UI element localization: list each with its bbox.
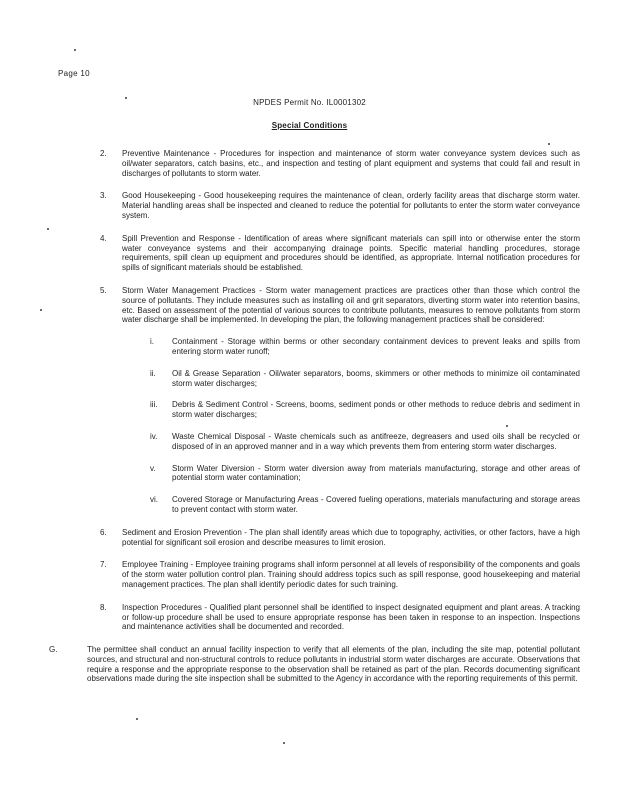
scan-speck (283, 742, 285, 744)
subitem-number: iii. (150, 400, 158, 410)
condition-item-2 (100, 149, 580, 178)
subitem-iii (150, 400, 580, 420)
subitem-number: i. (150, 337, 154, 347)
item-text: Inspection Procedures - Qualified plant personnel shall be identified to inspect designated equipment and plant areas. A tracking or follow-up procedure shall be used to ensure appropriate response has been taken in response to an inspection. Inspections and maintenance activities shall be documented and recorded. (122, 602, 580, 632)
item-text (122, 286, 580, 515)
subitem-i (150, 337, 580, 357)
subitem-vi (150, 495, 580, 515)
subitem-text: Containment - Storage within berms or other secondary containment devices to prevent leaks and spills from entering storm water runoff; (172, 337, 580, 356)
scan-speck (125, 97, 127, 99)
item-text-paragraph: Storm Water Management Practices - Storm water management practices are practices other than those which control the source of pollutants. They include measures such as installing oil and grit separators, diverting storm water into retention basins, etc. Based on assessment of the potential of various sources to contribute pollutants, measures to remove pollutants from storm water discharge shall be implemented. In developing the plan, the following management practices shall be considered: (122, 285, 580, 325)
scan-speck (136, 718, 138, 720)
subitem-text: Oil & Grease Separation - Oil/water separators, booms, skimmers or other methods to minimize oil contaminated storm water discharges; (172, 368, 580, 388)
scan-speck (506, 425, 508, 427)
page-number: Page 10 (58, 69, 90, 78)
subitem-text: Debris & Sediment Control - Screens, booms, sediment ponds or other methods to reduce debris and sediment in storm water discharges; (172, 400, 580, 420)
item-number: 6. (100, 527, 107, 537)
condition-item-3 (100, 191, 580, 220)
subitem-text: Covered Storage or Manufacturing Areas - Covered fueling operations, materials manufacturing and storage areas to prevent contact with storm water. (172, 495, 580, 514)
subitem-v (150, 464, 580, 484)
subitem-iv (150, 432, 580, 452)
subitem-text: Storm Water Diversion - Storm water diversion away from materials manufacturing, storage and other areas of potential storm water contamination; (172, 463, 580, 483)
section-g (49, 645, 580, 684)
item-number: 4. (100, 233, 107, 243)
item-text: Spill Prevention and Response - Identification of areas where significant materials can spill into or otherwise enter the storm water conveyance systems and their accompanying drainage points. Specific material handling procedures, storage requirements, spill clean up equipment and procedures should be identified, as appropriate. Internal notification procedures for spills of significant materials should be established. (122, 233, 580, 273)
item-number: 7. (100, 560, 107, 570)
condition-item-5 (100, 286, 580, 515)
scan-speck (40, 309, 42, 311)
scan-speck (74, 49, 76, 51)
document-body (0, 149, 580, 684)
item-number: 8. (100, 602, 107, 612)
item-number: 5. (100, 285, 107, 295)
item-text: Employee Training - Employee training programs shall inform personnel at all levels of responsibility of the components and goals of the storm water pollution control plan. Training should address topics such as spill response, good housekeeping and material management practices. The plan shall identify periodic dates for such training. (122, 560, 581, 589)
item-number: 2. (100, 149, 107, 158)
management-practices-sublist (122, 337, 580, 515)
section-g-label: G. (49, 645, 58, 655)
condition-item-8 (100, 603, 580, 632)
item-number: 3. (100, 191, 107, 201)
item-text: Sediment and Erosion Prevention - The plan shall identify areas which due to topography, activities, or other factors, have a high potential for significant soil erosion and describe measures to limit erosion. (122, 527, 580, 547)
condition-item-6 (100, 528, 580, 548)
subitem-ii (150, 369, 580, 389)
subitem-number: vi. (150, 495, 158, 505)
condition-item-4 (100, 234, 580, 273)
subitem-number: ii. (150, 368, 156, 378)
item-text: Preventive Maintenance - Procedures for inspection and maintenance of storm water conveyance system devices such as oil/water separators, catch basins, etc., and inspection and testing of plant equipment and systems that could fail and result in discharges of pollutants to storm water. (122, 149, 580, 178)
subitem-number: v. (150, 463, 156, 473)
permit-number: NPDES Permit No. IL0001302 (253, 98, 366, 107)
scan-speck (47, 228, 49, 230)
section-g-text: The permittee shall conduct an annual facility inspection to verify that all elements of the plan, including the site map, potential pollutant sources, and structural and non-structural controls to reduce pollutants in industrial storm water discharges are accurate. Observations that require a response and the appropriate response to the observation shall be retained as part of the plan. Records documenting significant observations made during the site inspection shall be submitted to the Agency in accordance with the reporting requirements of this permit. (87, 645, 580, 684)
item-text: Good Housekeeping - Good housekeeping requires the maintenance of clean, orderly facility areas that discharge storm water. Material handling areas shall be inspected and cleaned to reduce the potential for pollutants to enter the storm water conveyance system. (122, 191, 580, 220)
scan-speck (548, 143, 550, 145)
document-title: Special Conditions (271, 121, 348, 130)
subitem-text: Waste Chemical Disposal - Waste chemicals such as antifreeze, degreasers and used oils shall be recycled or disposed of in an approved manner and in a way which prevents them from entering storm water discharges. (172, 431, 580, 451)
condition-item-7 (100, 560, 580, 589)
subitem-number: iv. (150, 431, 158, 441)
